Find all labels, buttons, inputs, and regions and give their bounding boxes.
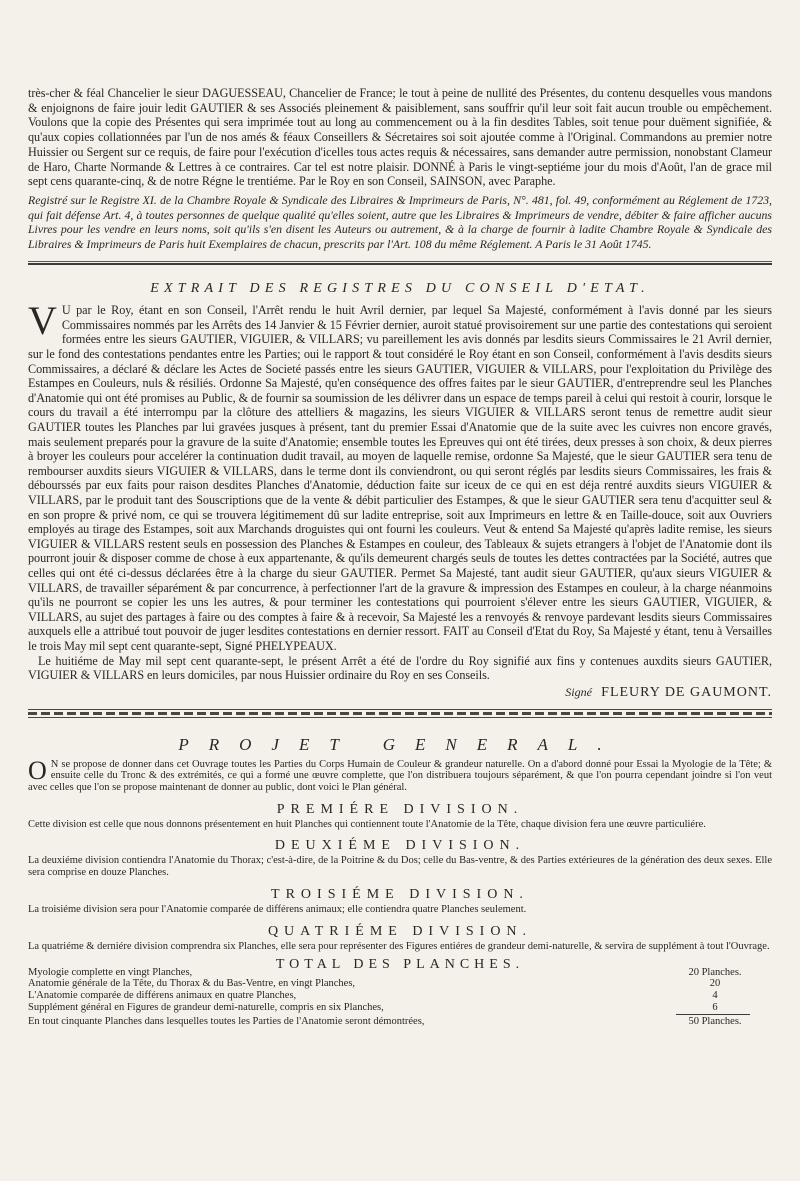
projet-intro-body: N se propose de donner dans cet Ouvrage toutes les Parties du Corps Humain de Couleur & grandeur naturelle. On a d'abord donné pour Essai la Myologie de la Tête; & ensuite celle du Tronc & des extrémités, ce qui a formé une œuvre complette, que l'on distribuera toujours séparément, & que l'on pourra cependant joindre si l'on veut avec celles que l'on se propose maintenant de donner au public, dont voici le Plan général. <box>28 758 772 793</box>
division-2-title: DEUXIÉME DIVISION. <box>274 838 526 854</box>
totals-row-label: L'Anatomie comparée de différens animaux en quatre Planches, <box>28 990 297 1002</box>
arret-body: U par le Roy, étant en son Conseil, l'Arrêt rendu le huit Avril dernier, par lequel Sa Majesté, conformément à l'avis donné par les sieurs Commissaires nommés par les Arrêts des 14 Janvier & 15 Février dernier, auroit statué provisoirement sur une partie des contestations qui seroient formées entre les sieurs GAUTIER, VIGUIER, & VILLARS; vu pareillement les avis donnés par lesdits sieurs Commissaires le 21 Avril dernier, sur le fond des contestations pendantes entre les Parties; oui le rapport & tout considéré le Roy étant en son Conseil, conformément à l'avis desdits sieurs Commissaires, a déclaré & déclare les Actes de Societé passés entre les sieurs GAUTIER, VIGUIER & VILLARS, pour l'exploitation du Privilège des Estampes en Couleurs, nuls & résiliés. Ordonne Sa Majesté, qu'en conséquence des offres faites par le sieur GAUTIER, d'entreprendre seul les Planches d'Anatomie qui ont été promises au Public, & de fournir sa soumission de les délivrer dans un espace de temps pareil à celui qui restoit à courir, lorsque le cours du travail a été interrompu par la clôture des attelliers & magazins, les sieurs VIGUIER & VILLARS seront tenus de remettre audit sieur GAUTIER toutes les Planches par lui gravées jusques à présent, tant du premier Essai d'Anatomie que de la suite avec les cuivres non encore gravés, mais seulement preparés pour la gravure de la suite d'Anatomie; ensemble toutes les Epreuves qui ont été tirées, deux presses à son choix, & deux pierres à broyer les couleurs pour accelérer la continuation dudit travail, au moyen de laquelle remise, ordonne Sa Majesté, que le sieur GAUTIER sera tenu de rembourser auxdits sieurs VIGUIER & VILLARS, dans le terme dont ils conviendront, ou qui seront réglés par lesdits sieurs Commissaires, les frais & débourssés par eux faits pour raison desdites Planches d'Anatomie, déduction faite sur iceux de ce qui en est déja rentré auxdits sieurs VIGUIER & VILLARS, par le produit tant des Souscriptions que de la vente & débit particulier des Estampes, & que le sieur GAUTIER sera tenu d'acquitter seul & en son propre & privé nom, ce qui se trouvera légitimement dû sur ladite entreprise, soit aux Imprimeurs en lettre & en Taille-douce, soit aux Ouvriers employés au tirage des Estampes, soit aux Marchands droguistes qui ont fourni les couleurs. Veut & entend Sa Majesté qu'après ladite remise, les sieurs VIGUIER & VILLARS restent seuls en possession des Planches & Estampes en couleur, des Tableaux & sujets etrangers à l'objet de l'Anatomie dont ils pourront jouir & disposer comme de chose à eux appartenante, & qu'ils demeurent chargés seuls de toutes les dettes contractées par la Société, autres que celles qui ont été ci-dessus déclarées être à la charge du sieur GAUTIER. Permet Sa Majesté, tant audit sieur GAUTIER, qu'aux sieurs VIGUIER & VILLARS, de travailler séparément & par concurrence, à perfectionner l'art de la gravure & impression des Estampes en couleur, à la charge néanmoins qu'ils ne pourront se copier les uns les autres, & pour terminer les contestations qui pourroient s'élever entre les sieurs GAUTIER, VIGUIER, & VILLARS, au sujet des partages à faire ou des comptes à faire & à recevoir, Sa Majesté les a renvoyés & renvoye pardevant lesdits sieurs Commissaires auxquels elle a attribué tout pouvoir de juger lesdites contestations en dernier ressort. FAIT au Conseil d'Etat du Roy, Sa Majesté y étant, tenu à Versailles le trois May mil sept cent quarante-sept, Signé PHELYPEAUX. <box>28 303 772 653</box>
totals-row-value: 20 <box>709 978 721 990</box>
totals-row-value: 20 Planches. <box>688 966 742 978</box>
totals-summary-row <box>28 1016 772 1028</box>
division-4-title: QUATRIÉME DIVISION. <box>267 923 533 939</box>
totals-summary-label: En tout cinquante Planches dans lesquelles toutes les Parties de l'Anatomie seront démontrées, <box>28 1015 425 1027</box>
totals-row-value: 6 <box>712 1001 718 1013</box>
totals-row-value: 4 <box>712 990 718 1002</box>
division-3-title: TROISIÉME DIVISION. <box>271 886 529 902</box>
totals-table <box>28 967 772 1028</box>
registration-text: Registré sur le Registre XI. de la Chambre Royale & Syndicale des Libraires & Imprimeurs de Paris, N°. 481, fol. 49, conformément au Réglement de 1723, qui fait défense Art. 4, à toutes personnes de quelque qualité qu'elles soient, autre que les Libraires & Imprimeurs de vendre, débiter & faire afficher aucuns Livres pour les vendre en leurs noms, soit qu'ils s'en disent les Auteurs ou autrement, & à la charge de fournir à ladite Chambre Royale & Syndicale des Libraires & Imprimeurs de Paris huit Exemplaires de chacun, prescrits par l'Art. 108 du même Réglement. A Paris le 31 Août 1745. <box>28 192 772 251</box>
projet-title: PROJET GENERAL. <box>178 734 622 754</box>
division-4-text: La quatriéme & derniére division comprendra six Planches, elle sera pour représenter des Figures entiéres de grandeur demi-naturelle, & servira de supplément à tout l'Ouvrage. <box>28 940 770 952</box>
division-1-text: Cette division est celle que nous donnons présentement en huit Planches qui contiennent toute l'Anatomie de la Tête, chaque division fera une œuvre particuliére. <box>28 818 706 830</box>
division-2-text: La deuxiéme division contiendra l'Anatomie du Thorax; c'est-à-dire, de la Poitrine & du Dos; celle du Bas-ventre, & des Parties extérieures de la génération des deux sexes. Elle sera comprise en douze Planches. <box>28 855 772 879</box>
totals-sum-rule <box>676 1014 750 1015</box>
totals-row <box>28 1002 772 1014</box>
totals-row <box>28 990 772 1002</box>
totals-row-label: Myologie complette en vingt Planches, <box>28 966 193 978</box>
totals-row <box>28 978 772 990</box>
projet-dropcap: O <box>28 755 47 785</box>
total-title: TOTAL DES PLANCHES. <box>275 956 525 972</box>
division-1-title: PREMIÉRE DIVISION. <box>276 801 524 817</box>
extrait-title: EXTRAIT DES REGISTRES DU CONSEIL D'ETAT. <box>150 281 650 297</box>
totals-row-label: Anatomie générale de la Tête, du Thorax & du Bas-Ventre, en vingt Planches, <box>28 978 356 990</box>
signature-line <box>28 684 772 701</box>
totals-summary-value: 50 Planches. <box>688 1015 742 1027</box>
signature-name: FLEURY DE GAUMONT. <box>601 684 772 700</box>
divider-rule-top <box>28 261 772 262</box>
division-3-text: La troisiéme division sera pour l'Anatomie comparée de différens animaux; elle contiendra quatre Planches seulement. <box>28 903 527 915</box>
arret-text <box>28 298 772 653</box>
projet-intro <box>28 755 772 794</box>
ornamental-border <box>28 709 772 718</box>
totals-row <box>28 967 772 979</box>
divider-rule-bottom <box>28 263 772 265</box>
signification-text: Le huitiéme de May mil sept cent quarante-sept, le présent Arrêt a été de l'ordre du Roy signifié aux fins y contenues auxdits sieurs GAUTIER, VIGUIER & VILLARS en leurs domiciles, par nous Huissier ordinaire du Roy en ses Conseils. <box>28 653 772 683</box>
signe-label: Signé <box>565 684 592 699</box>
totals-row-label: Supplément général en Figures de grandeur demi-naturelle, compris en six Planches, <box>28 1001 384 1013</box>
privilege-text: très-cher & féal Chancelier le sieur DAGUESSEAU, Chancelier de France; le tout à peine de nullité des Présentes, du contenu desquelles vous mandons & enjoignons de faire jouir ledit GAUTIER & ses Associés pleinement & paisiblement, sans souffrir qu'il leur soit fait aucun trouble ou empêchement. Voulons que la copie des Présentes qui sera imprimée tout au long au commencement ou à la fin desdites Tables, soit tenue pour duëment signifiée, & qu'aux copies collationnées par l'un de nos amés & féaux Conseillers & Sécretaires soi soit ajoutée comme à l'Original. Commandons au premier notre Huissier ou Sergent sur ce requis, de faire pour l'exécution d'icelles tous actes requis & nécessaires, sans demander autre permission, nonobstant Clameur de Haro, Charte Normande & Lettres à ce contraires. Car tel est notre plaisir. DONNÉ à Paris le vingt-septiéme jour du mois d'Août, l'an de grace mil sept cens quarante-cinq, & de notre Régne le trentiéme. Par le Roy en son Conseil, SAINSON, avec Paraphe. <box>28 86 772 189</box>
arret-dropcap: V <box>28 298 57 344</box>
